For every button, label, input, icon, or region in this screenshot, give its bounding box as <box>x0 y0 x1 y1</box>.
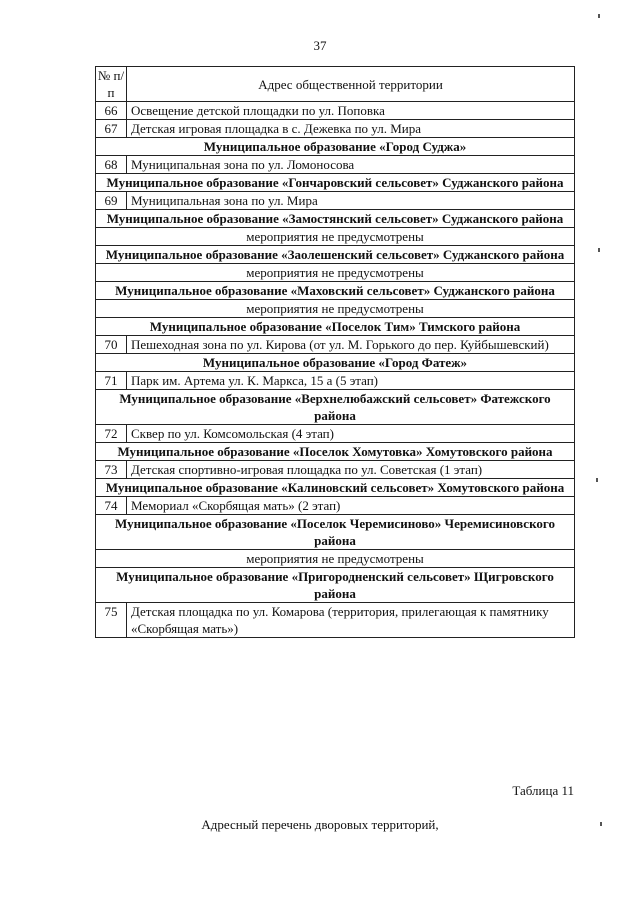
municipality-heading: Муниципальное образование «Замостянский сельсовет» Суджанского района <box>96 210 575 228</box>
scan-mark <box>598 14 600 18</box>
table-header-row <box>96 67 575 102</box>
row-number: 67 <box>96 120 127 138</box>
municipality-heading: Муниципальное образование «Заолешенский сельсовет» Суджанского района <box>96 246 575 264</box>
row-number: 74 <box>96 497 127 515</box>
no-measures-row <box>96 264 575 282</box>
row-number: 70 <box>96 336 127 354</box>
table-row <box>96 156 575 174</box>
header-num: № п/п <box>96 67 127 102</box>
municipality-heading: Муниципальное образование «Верхнелюбажский сельсовет» Фатежского района <box>96 390 575 425</box>
section-heading-row <box>96 282 575 300</box>
row-address: Муниципальная зона по ул. Ломоносова <box>127 156 575 174</box>
municipality-heading: Муниципальное образование «Маховский сельсовет» Суджанского района <box>96 282 575 300</box>
municipality-heading: Муниципальное образование «Город Фатеж» <box>96 354 575 372</box>
table-row <box>96 497 575 515</box>
row-number: 72 <box>96 425 127 443</box>
row-number: 71 <box>96 372 127 390</box>
row-address: Детская спортивно-игровая площадка по ул. Советская (1 этап) <box>127 461 575 479</box>
section-heading-row <box>96 174 575 192</box>
row-address: Муниципальная зона по ул. Мира <box>127 192 575 210</box>
address-table <box>95 66 575 638</box>
row-number: 68 <box>96 156 127 174</box>
scan-mark <box>596 478 598 482</box>
municipality-heading: Муниципальное образование «Гончаровский сельсовет» Суджанского района <box>96 174 575 192</box>
row-address: Освещение детской площадки по ул. Поповка <box>127 102 575 120</box>
table-row <box>96 603 575 638</box>
no-measures-note: мероприятия не предусмотрены <box>96 264 575 282</box>
row-address: Пешеходная зона по ул. Кирова (от ул. М. Горького до пер. Куйбышевский) <box>127 336 575 354</box>
section-heading-row <box>96 443 575 461</box>
section-heading-row <box>96 138 575 156</box>
table-row <box>96 425 575 443</box>
municipality-heading: Муниципальное образование «Пригородненский сельсовет» Щигровского района <box>96 568 575 603</box>
scan-mark <box>598 248 600 252</box>
section-heading-row <box>96 515 575 550</box>
no-measures-row <box>96 550 575 568</box>
table-label: Таблица 11 <box>512 783 574 798</box>
page-number: 37 <box>313 38 327 53</box>
no-measures-note: мероприятия не предусмотрены <box>96 300 575 318</box>
row-address: Детская площадка по ул. Комарова (территория, прилегающая к памятнику «Скорбящая мать») <box>127 603 575 638</box>
table-row <box>96 102 575 120</box>
row-number: 73 <box>96 461 127 479</box>
table-row <box>96 461 575 479</box>
municipality-heading: Муниципальное образование «Город Суджа» <box>96 138 575 156</box>
scan-mark <box>600 822 602 826</box>
header-address: Адрес общественной территории <box>127 67 575 102</box>
row-address: Мемориал «Скорбящая мать» (2 этап) <box>127 497 575 515</box>
section-heading-row <box>96 210 575 228</box>
table-row <box>96 336 575 354</box>
no-measures-note: мероприятия не предусмотрены <box>96 550 575 568</box>
municipality-heading: Муниципальное образование «Поселок Черемисиново» Черемисиновского района <box>96 515 575 550</box>
section-heading-row <box>96 479 575 497</box>
table-row <box>96 192 575 210</box>
municipality-heading: Муниципальное образование «Поселок Хомутовка» Хомутовского района <box>96 443 575 461</box>
table-row <box>96 372 575 390</box>
row-address: Детская игровая площадка в с. Дежевка по ул. Мира <box>127 120 575 138</box>
section-heading-row <box>96 318 575 336</box>
section-heading-row <box>96 246 575 264</box>
section-heading-row <box>96 390 575 425</box>
row-number: 69 <box>96 192 127 210</box>
municipality-heading: Муниципальное образование «Калиновский сельсовет» Хомутовского района <box>96 479 575 497</box>
no-measures-row <box>96 300 575 318</box>
row-address: Парк им. Артема ул. К. Маркса, 15 а (5 этап) <box>127 372 575 390</box>
table-row <box>96 120 575 138</box>
row-number: 66 <box>96 102 127 120</box>
section-heading-row <box>96 354 575 372</box>
municipality-heading: Муниципальное образование «Поселок Тим» Тимского района <box>96 318 575 336</box>
no-measures-note: мероприятия не предусмотрены <box>96 228 575 246</box>
section-caption: Адресный перечень дворовых территорий, <box>201 817 439 832</box>
section-heading-row <box>96 568 575 603</box>
row-number: 75 <box>96 603 127 638</box>
row-address: Сквер по ул. Комсомольская (4 этап) <box>127 425 575 443</box>
no-measures-row <box>96 228 575 246</box>
